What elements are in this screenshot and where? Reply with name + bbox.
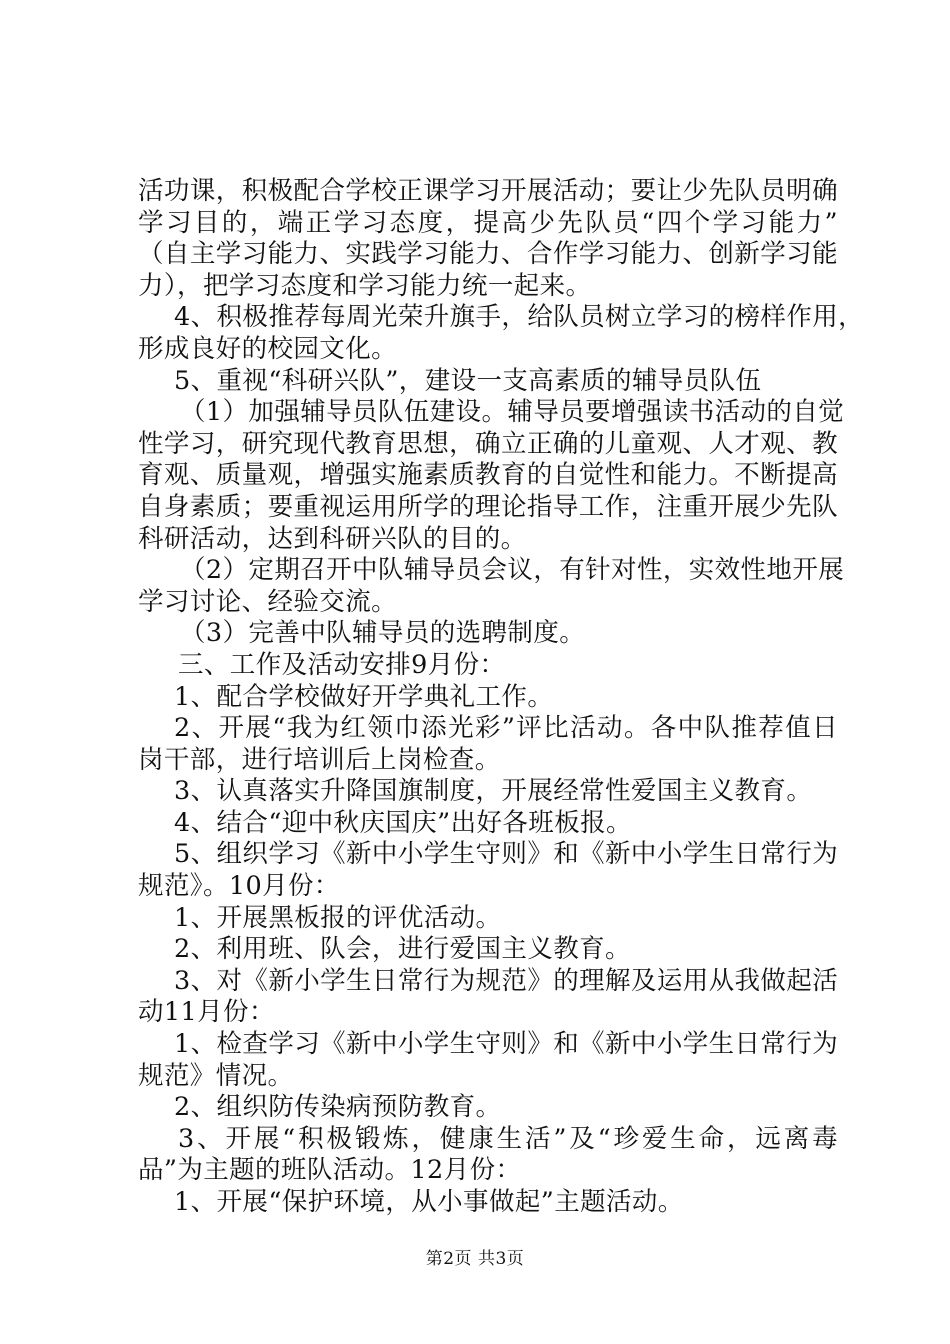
text-line: 2、利用班、队会，进行爱国主义教育。 (174, 934, 631, 965)
text-line: （自主学习能力、实践学习能力、合作学习能力、创新学习能 (138, 239, 838, 270)
document-body (138, 176, 865, 1219)
text-line: 力），把学习态度和学习能力统一起来。 (138, 270, 592, 301)
text-line: 科研活动，达到科研兴队的目的。 (138, 523, 527, 554)
text-line: 1、检查学习《新中小学生守则》和《新中小学生日常行为 (174, 1029, 839, 1060)
text-line: 岗干部，进行培训后上岗检查。 (138, 744, 501, 775)
text-line: 3、开展“积极锻炼，健康生活”及“珍爱生命，远离毒 (178, 1123, 838, 1154)
text-line: （2）定期召开中队辅导员会议，有针对性，实效性地开展 (180, 555, 845, 586)
text-line: 5、重视“科研兴队”，建设一支高素质的辅导员队伍 (174, 365, 762, 396)
text-line: 性学习，研究现代教育思想，确立正确的儿童观、人才观、教 (138, 428, 838, 459)
text-line: 3、认真落实升降国旗制度，开展经常性爱国主义教育。 (174, 776, 813, 807)
text-line: 2、开展“我为红领巾添光彩”评比活动。各中队推荐值日 (174, 713, 838, 744)
text-line: 学习目的，端正学习态度，提高少先队员“四个学习能力” (138, 207, 838, 238)
text-line: 规范》情况。 (138, 1060, 294, 1091)
text-line: 育观、质量观，增强实施素质教育的自觉性和能力。不断提高 (138, 460, 838, 491)
text-line: 4、结合“迎中秋庆国庆”出好各班板报。 (174, 807, 632, 838)
text-line: 品”为主题的班队活动。12月份： (138, 1155, 522, 1186)
text-line: 三、工作及活动安排9月份： (178, 649, 506, 680)
text-line: 5、组织学习《新中小学生守则》和《新中小学生日常行为 (174, 839, 839, 870)
text-line: 活功课，积极配合学校正课学习开展活动；要让少先队员明确 (138, 176, 838, 206)
text-line: （1）加强辅导员队伍建设。辅导员要增强读书活动的自觉 (180, 397, 845, 428)
text-line: 规范》。10月份： (138, 871, 340, 902)
text-line: 1、配合学校做好开学典礼工作。 (174, 681, 554, 712)
text-line: 1、开展黑板报的评优活动。 (174, 902, 502, 933)
text-line: 3、对《新小学生日常行为规范》的理解及运用从我做起活 (174, 965, 839, 996)
text-line: 动11月份： (138, 997, 275, 1028)
text-line: 4、积极推荐每周光荣升旗手，给队员树立学习的榜样作用， (174, 302, 865, 333)
text-line: 1、开展“保护环境，从小事做起”主题活动。 (174, 1187, 684, 1217)
text-line: 学习讨论、经验交流。 (138, 586, 398, 617)
text-line: 2、组织防传染病预防教育。 (174, 1092, 502, 1123)
text-line: 自身素质；要重视运用所学的理论指导工作，注重开展少先队 (138, 491, 838, 522)
page-number: 第2页 共3页 (425, 1249, 525, 1269)
text-line: 形成良好的校园文化。 (138, 333, 398, 364)
text-line: （3）完善中队辅导员的选聘制度。 (180, 618, 586, 649)
page-footer (0, 1244, 950, 1269)
